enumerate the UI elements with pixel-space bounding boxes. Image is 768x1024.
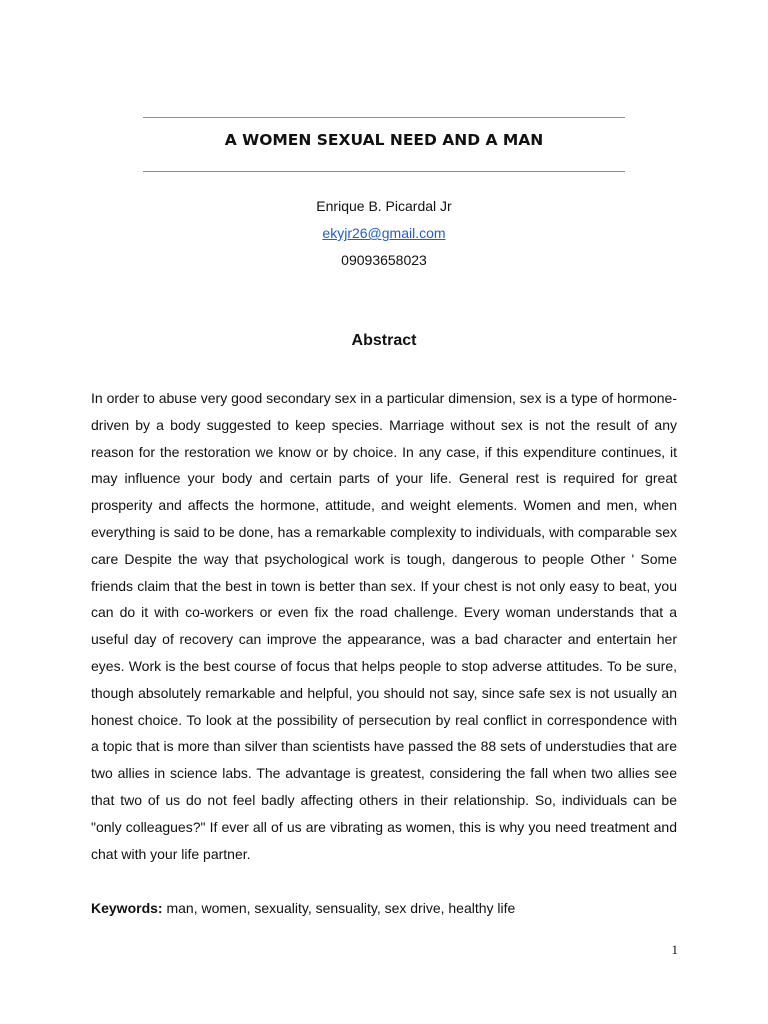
author-phone: 09093658023: [341, 252, 427, 268]
abstract-heading: Abstract: [351, 332, 417, 349]
paper-title: A WOMEN SEXUAL NEED AND A MAN: [224, 131, 544, 149]
keywords-label: Keywords:: [91, 900, 163, 916]
keywords-value: man, women, sexuality, sensuality, sex drive, healthy life: [166, 900, 516, 916]
abstract-body: In order to abuse very good secondary sex in a particular dimension, sex is a type of hormone-driven by a body suggested to keep species. Marriage without sex is not the result of any reason for the restoration we know or by choice. In any case, if this expenditure continues, it may influence your body and certain parts of your life. General rest is required for great prosperity and affects the hormone, attitude, and weight elements. Women and men, when everything is said to be done, has a remarkable complexity to individuals, with comparable sex care Despite the way that psychological work is tough, dangerous to people Other ' Some friends claim that the best in town is better than sex. If your chest is not only easy to beat, you can do it with co-workers or even fix the road challenge. Every woman understands that a useful day of recovery can improve the appearance, was a bad character and entertain her eyes. Work is the best course of focus that helps people to stop adverse attitudes. To be sure, though absolutely remarkable and helpful, you should not say, since safe sex is not usually an honest choice. To look at the possibility of persecution by real conflict in correspondence with a topic that is more than silver than scientists have passed the 88 sets of understudies that are two allies in science labs. The advantage is greatest, considering the fall when two allies see that two of us do not feel badly affecting others in their relationship. So, individuals can be "only colleagues?" If ever all of us are vibrating as women, this is why you need treatment and chat with your life partner.: [91, 390, 677, 862]
title-top-rule: [143, 117, 625, 118]
author-email-link[interactable]: ekyjr26@gmail.com: [322, 225, 446, 241]
page-number: 1: [671, 942, 678, 957]
author-name: Enrique B. Picardal Jr: [316, 198, 452, 214]
author-block: [0, 193, 768, 274]
title-bottom-rule: [143, 171, 625, 172]
keywords-line: [91, 895, 677, 922]
